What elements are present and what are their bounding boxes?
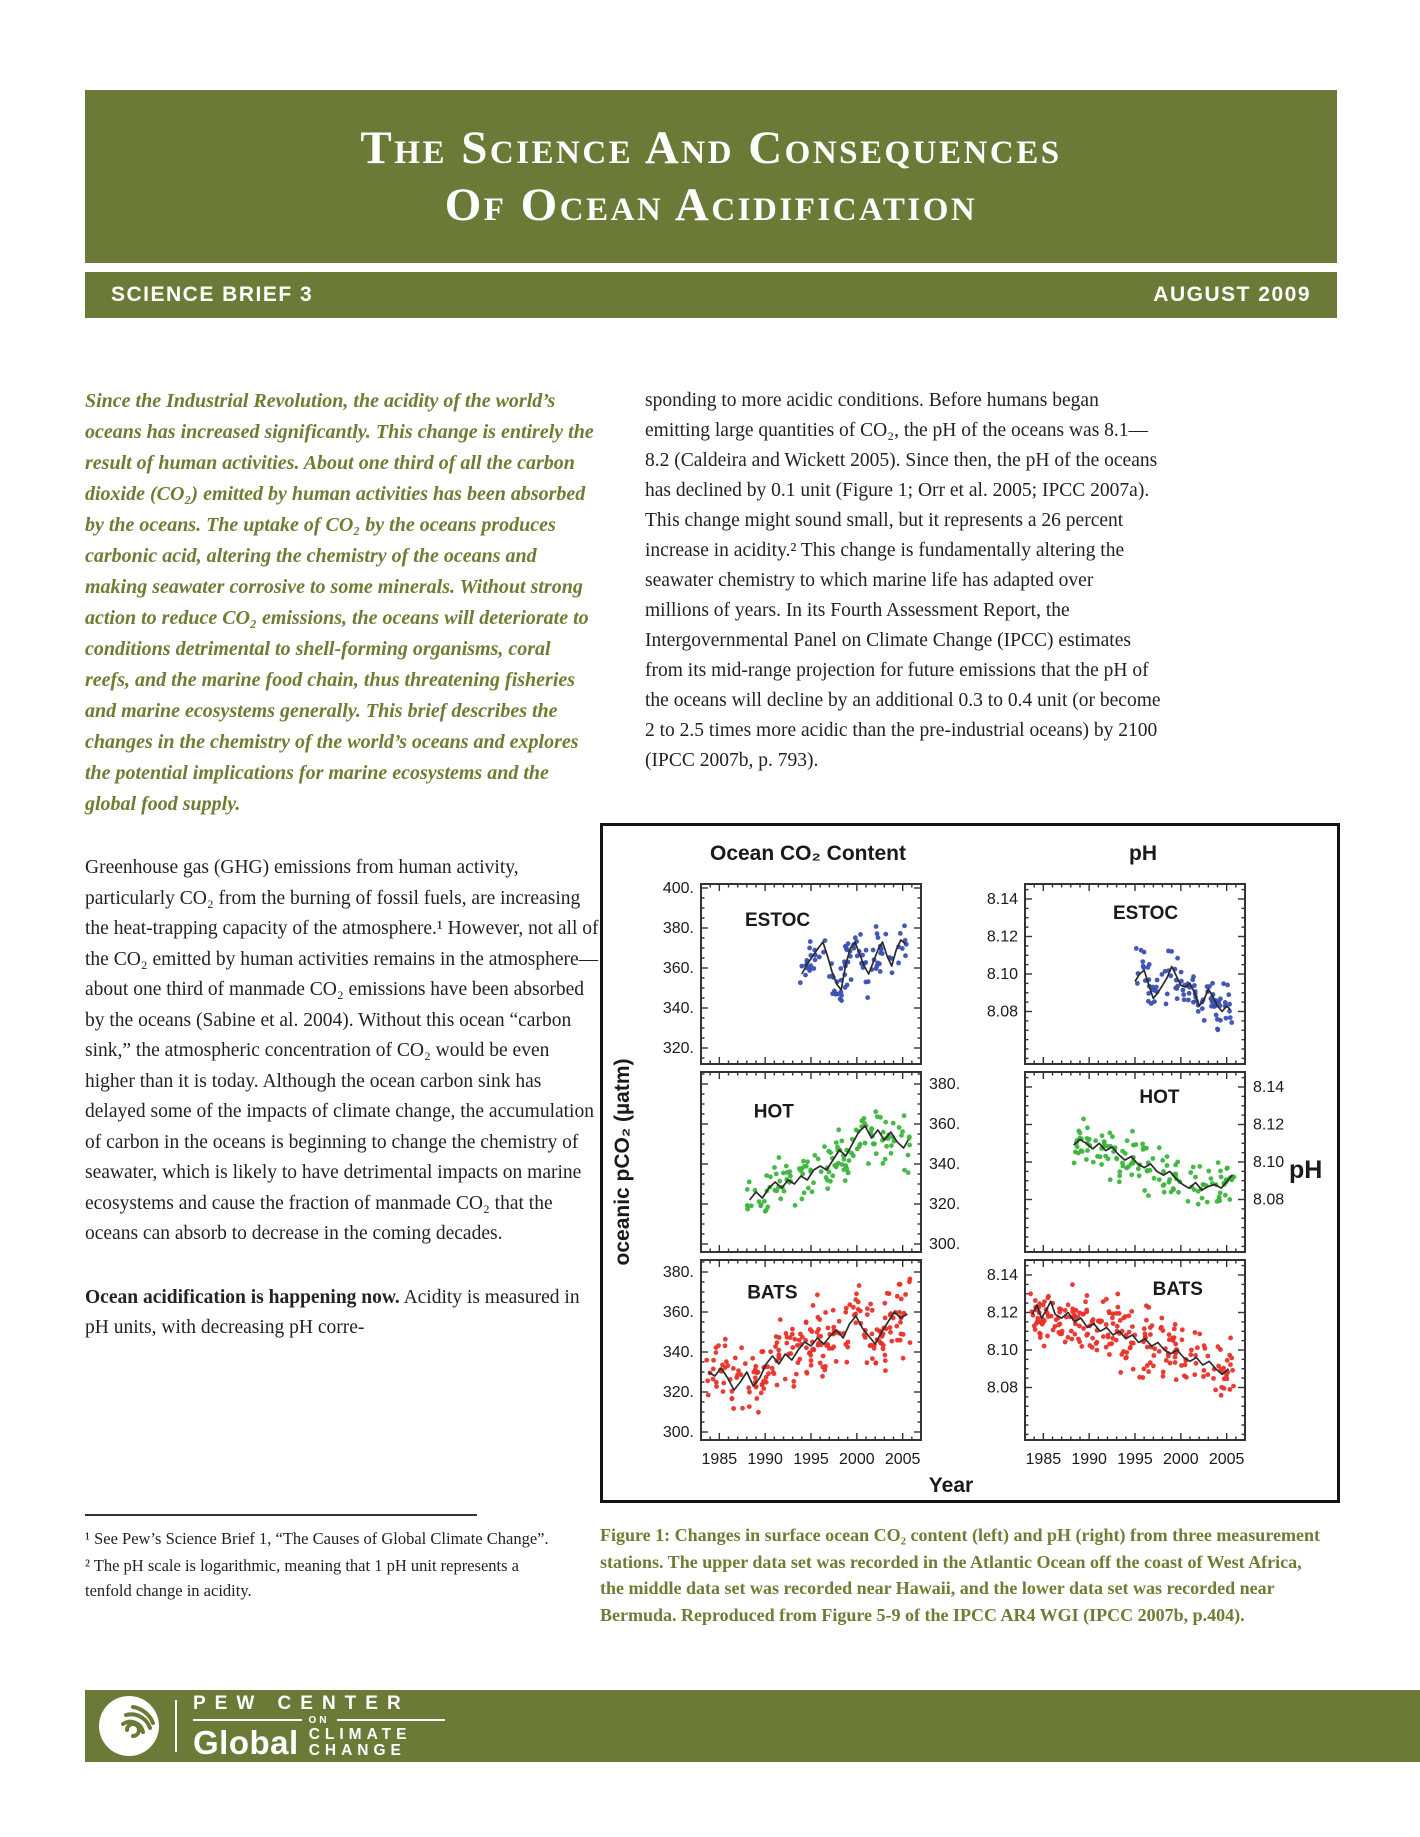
svg-text:340.: 340. xyxy=(929,1156,961,1173)
figure-1-chart xyxy=(603,826,1337,1500)
change-label: CHANGE xyxy=(308,1741,406,1759)
panel-bats-co2 xyxy=(701,1260,921,1440)
body-paragraph-2-rest: Acidity is measured in pH units, with decreasing pH corre- xyxy=(85,1286,580,1338)
svg-text:2000: 2000 xyxy=(839,1451,875,1468)
document-title-line2: Of Ocean Acidification xyxy=(444,178,978,231)
svg-text:1990: 1990 xyxy=(747,1451,783,1468)
svg-text:320.: 320. xyxy=(929,1196,961,1213)
svg-text:2005: 2005 xyxy=(1208,1451,1245,1468)
panel-hot-co2 xyxy=(701,1072,921,1252)
svg-text:340.: 340. xyxy=(662,1000,694,1017)
climate-label: CLIMATE xyxy=(308,1725,412,1743)
svg-text:8.10: 8.10 xyxy=(986,1342,1018,1359)
svg-text:2000: 2000 xyxy=(1163,1451,1199,1468)
svg-text:BATS: BATS xyxy=(1152,1278,1203,1300)
footnote-1: ¹ See Pew’s Science Brief 1, “The Causes of Global Climate Change”. xyxy=(85,1529,549,1548)
svg-text:380.: 380. xyxy=(662,920,694,937)
body-paragraph-3: sponding to more acidic conditions. Before humans began emitting large quantities of CO₂, the pH of the oceans was 8.1—8.2 (Caldeira and Wickett 2005). Since then, the pH of the oceans has declined by 0.1 unit (Figure 1; Orr et al. 2005; IPCC 2007a). This change might sound small, but it represents a 26 percent increase in acidity.² This change is fundamentally altering the seawater chemistry to which marine life has adapted over millions of years. In its Fourth Assessment Report, the Intergovernmental Panel on Climate Change (IPCC) estimates from its mid-range projection for future emissions that the pH of the oceans will decline by an additional 0.3 to 0.4 unit (or become 2 to 2.5 times more acidic than the pre-industrial oceans) by 2100 (IPCC 2007b, p. 793). xyxy=(645,390,1161,771)
on-label: ON xyxy=(308,1714,330,1726)
right-column xyxy=(645,386,1161,776)
svg-text:8.10: 8.10 xyxy=(1253,1154,1285,1171)
document-title-line1: The Science And Consequences xyxy=(360,121,1062,174)
svg-text:8.10: 8.10 xyxy=(986,966,1018,983)
svg-text:360.: 360. xyxy=(929,1116,961,1133)
masthead xyxy=(85,90,1337,263)
svg-text:8.12: 8.12 xyxy=(986,1304,1018,1322)
svg-text:8.12: 8.12 xyxy=(1253,1116,1285,1134)
svg-text:340.: 340. xyxy=(662,1344,694,1361)
svg-text:oceanic pCO₂ (µatm): oceanic pCO₂ (µatm) xyxy=(611,1058,634,1266)
svg-text:300.: 300. xyxy=(929,1236,961,1253)
pew-center-label: PEW CENTER xyxy=(193,1692,410,1714)
svg-text:1985: 1985 xyxy=(701,1451,738,1468)
svg-text:2005: 2005 xyxy=(884,1451,921,1468)
svg-text:ESTOC: ESTOC xyxy=(745,910,811,931)
panel-hot-ph xyxy=(1025,1072,1245,1252)
footnote-divider xyxy=(85,1514,477,1516)
issue-date-label: AUGUST 2009 xyxy=(1153,283,1311,306)
svg-text:360.: 360. xyxy=(662,960,694,977)
svg-text:300.: 300. xyxy=(662,1424,694,1441)
svg-text:ESTOC: ESTOC xyxy=(1113,902,1179,924)
global-label: Global xyxy=(193,1723,299,1761)
footnotes xyxy=(85,1526,563,1605)
left-column xyxy=(85,386,599,1344)
logo-divider xyxy=(175,1700,177,1752)
svg-text:Year: Year xyxy=(928,1474,974,1497)
brief-number-label: SCIENCE BRIEF 3 xyxy=(111,283,314,306)
svg-text:1995: 1995 xyxy=(1117,1451,1153,1468)
bold-lead-in: Ocean acidification is happening now. xyxy=(85,1286,400,1308)
svg-text:1990: 1990 xyxy=(1071,1451,1107,1468)
svg-text:8.08: 8.08 xyxy=(986,1379,1018,1397)
svg-text:HOT: HOT xyxy=(753,1101,794,1123)
svg-text:8.14: 8.14 xyxy=(1253,1079,1285,1096)
panel-estoc-co2 xyxy=(701,884,921,1064)
footer-bar xyxy=(85,1690,1420,1762)
svg-text:320.: 320. xyxy=(662,1040,694,1057)
pew-center-wordmark xyxy=(193,1694,445,1759)
subheader-bar xyxy=(85,272,1337,318)
intro-paragraph: Since the Industrial Revolution, the acidity of the world’s oceans has increased significantly. This change is entirely the result of human activities. About one third of all the carbon dioxide (CO₂) emitted by human activities has been absorbed by the oceans. The uptake of CO₂ by the oceans produces carbonic acid, altering the chemistry of the oceans and making seawater corrosive to some minerals. Without strong action to reduce CO₂ emissions, the oceans will deteriorate to conditions detrimental to shell-forming organisms, coral reefs, and the marine food chain, thus threatening fisheries and marine ecosystems generally. This brief describes the changes in the chemistry of the world’s oceans and explores the potential implications for marine ecosystems and the global food supply. xyxy=(85,390,594,815)
svg-text:1985: 1985 xyxy=(1025,1451,1062,1468)
svg-text:8.08: 8.08 xyxy=(1253,1191,1285,1209)
svg-text:8.14: 8.14 xyxy=(986,1267,1018,1284)
footnote-2: ² The pH scale is logarithmic, meaning that 1 pH unit represents a tenfold change in acidity. xyxy=(85,1556,519,1600)
svg-text:8.14: 8.14 xyxy=(986,891,1018,908)
body-paragraph-2 xyxy=(85,1283,599,1344)
svg-text:320.: 320. xyxy=(662,1384,694,1401)
svg-text:pH: pH xyxy=(1129,842,1157,865)
figure-1-caption: Figure 1: Changes in surface ocean CO₂ content (left) and pH (right) from three measurement stations. The upper data set was recorded in the Atlantic Ocean off the coast of West Africa, the middle data set was recorded near Hawaii, and the lower data set was recorded near Bermuda. Reproduced from Figure 5-9 of the IPCC AR4 WGI (IPCC 2007b, p.404). xyxy=(600,1525,1320,1625)
svg-text:380.: 380. xyxy=(662,1264,694,1281)
panel-bats-ph xyxy=(1025,1260,1245,1440)
separator-line-left xyxy=(193,1719,302,1721)
pew-swirl-logo-icon xyxy=(97,1694,161,1758)
svg-text:360.: 360. xyxy=(662,1304,694,1321)
svg-text:HOT: HOT xyxy=(1139,1087,1180,1109)
svg-text:8.08: 8.08 xyxy=(986,1003,1018,1021)
body-paragraph-1: Greenhouse gas (GHG) emissions from human activity, particularly CO₂ from the burning of fossil fuels, are increasing the heat-trapping capacity of the atmosphere.¹ However, not all of the CO₂ emitted by human activities remains in the atmosphere—about one third of manmade CO₂ emissions have been absorbed by the oceans (Sabine et al. 2004). Without this ocean “carbon sink,” the atmospheric concentration of CO₂ would be even higher than it is today. Although the ocean carbon sink has delayed some of the impacts of climate change, the accumulation of carbon in the oceans is beginning to change the chemistry of seawater, which is likely to have detrimental impacts on marine ecosystems and cause the fraction of manmade CO₂ that the oceans can absorb to decrease in the coming decades. xyxy=(85,857,599,1244)
svg-text:400.: 400. xyxy=(662,880,694,897)
svg-text:Ocean CO₂ Content: Ocean CO₂ Content xyxy=(709,842,907,865)
svg-text:8.12: 8.12 xyxy=(986,928,1018,946)
svg-text:pH: pH xyxy=(1289,1156,1323,1184)
figure-1 xyxy=(600,823,1340,1503)
svg-text:BATS: BATS xyxy=(747,1282,798,1304)
svg-text:380.: 380. xyxy=(929,1076,961,1093)
separator-line-right xyxy=(337,1719,446,1721)
svg-text:1995: 1995 xyxy=(793,1451,829,1468)
